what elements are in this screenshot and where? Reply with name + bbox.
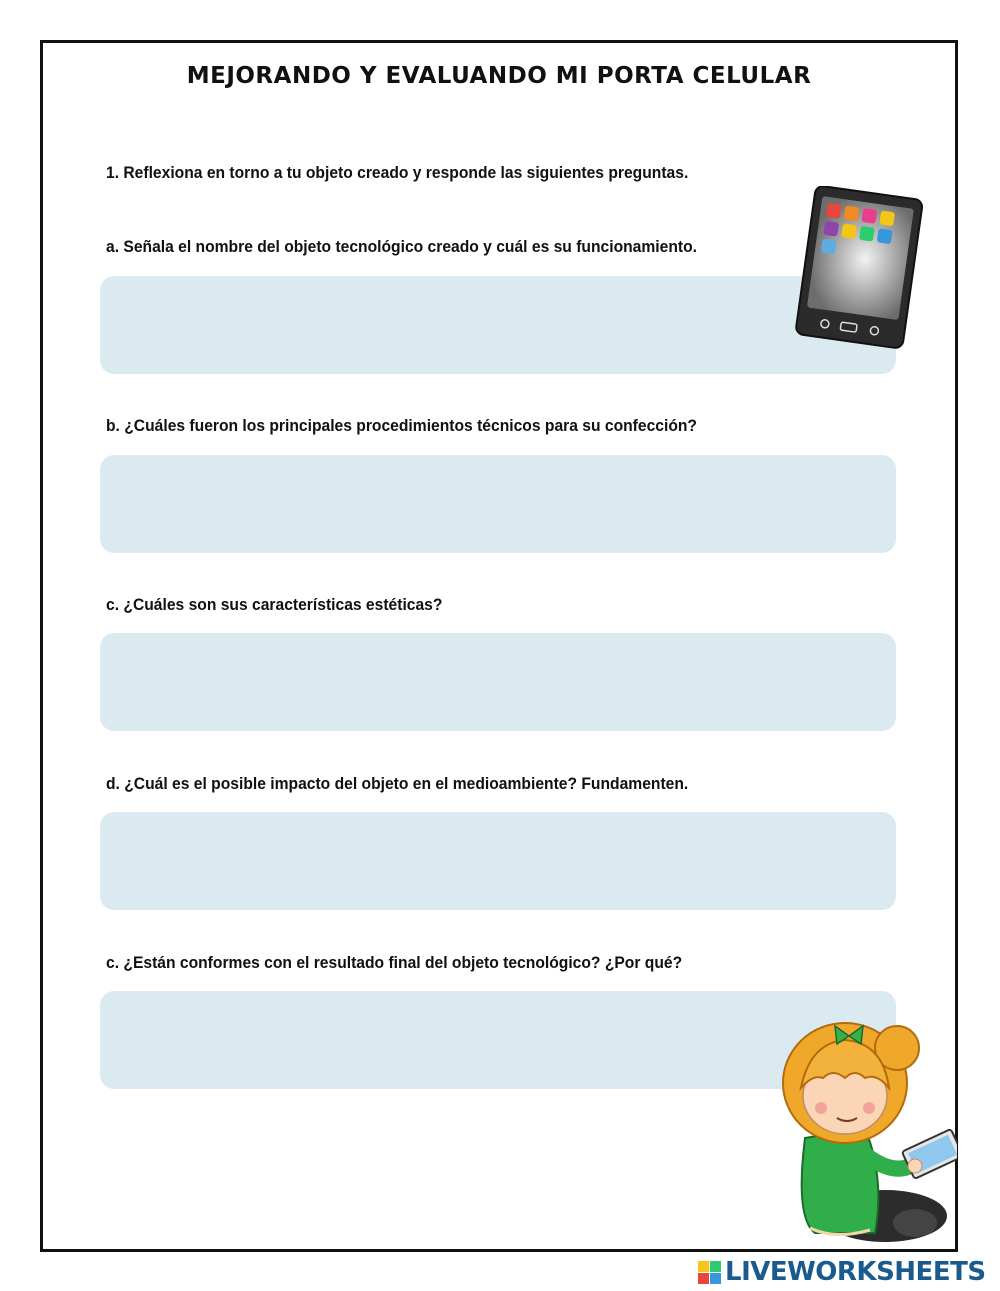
worksheet-frame <box>40 40 958 1252</box>
page-title: MEJORANDO Y EVALUANDO MI PORTA CELULAR <box>186 63 812 89</box>
answer-a-field[interactable] <box>100 276 896 374</box>
girl-with-tablet-icon <box>765 978 957 1248</box>
instruction-text: 1. Reflexiona en torno a tu objeto creado y responde las siguientes preguntas. <box>106 163 689 182</box>
liveworksheets-logo-icon <box>698 1261 721 1284</box>
question-c-label: c. ¿Cuáles son sus características estéticas? <box>106 595 443 614</box>
answer-c-field[interactable] <box>100 633 896 731</box>
question-b-label: b. ¿Cuáles fueron los principales procedimientos técnicos para su confección? <box>106 416 697 435</box>
answer-b-field[interactable] <box>100 455 896 553</box>
question-a-label: a. Señala el nombre del objeto tecnológico creado y cuál es su funcionamiento. <box>106 237 697 256</box>
liveworksheets-brand <box>698 1257 986 1287</box>
brand-name: LIVEWORKSHEETS <box>725 1257 986 1287</box>
question-e-label: c. ¿Están conformes con el resultado final del objeto tecnológico? ¿Por qué? <box>106 953 683 972</box>
answer-d-field[interactable] <box>100 812 896 910</box>
question-d-label: d. ¿Cuál es el posible impacto del objeto en el medioambiente? Fundamenten. <box>106 774 689 793</box>
tablet-icon <box>793 186 925 351</box>
